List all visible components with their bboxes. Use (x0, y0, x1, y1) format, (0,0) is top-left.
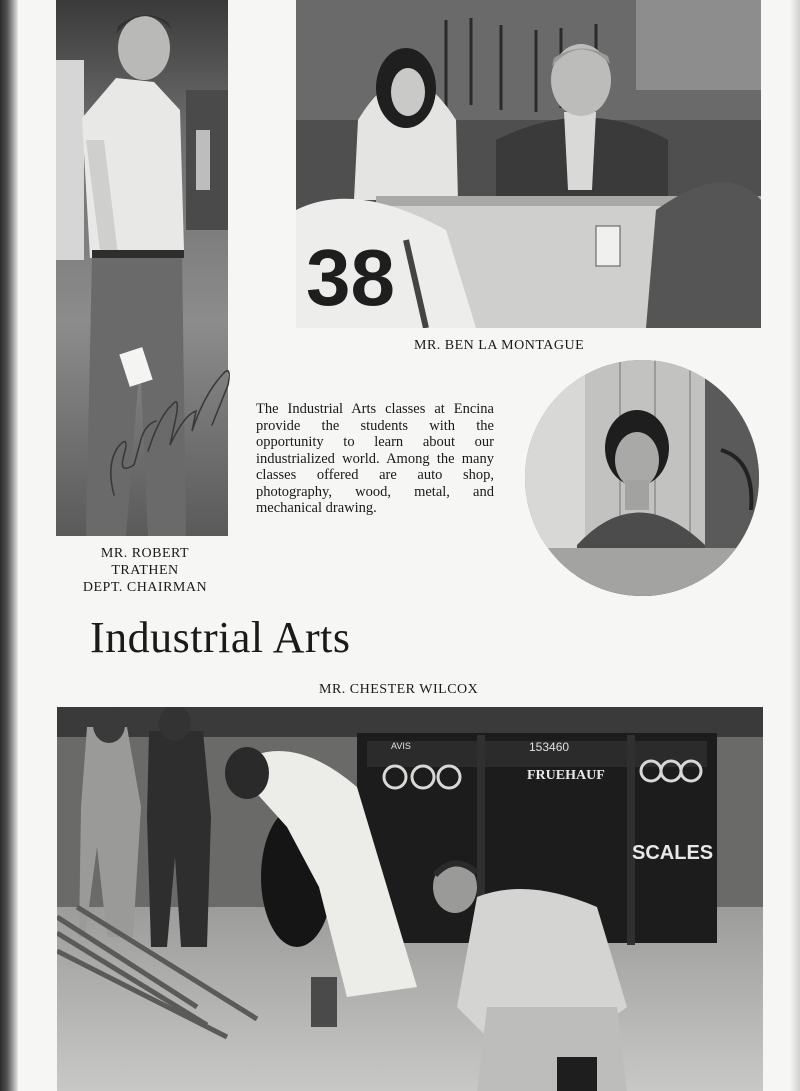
caption-robert-trathen (60, 545, 230, 596)
photo-student-portrait (525, 360, 759, 596)
jersey-number-text: 38 (306, 233, 395, 322)
article-body-text: The Industrial Arts classes at Encina provide the students with the opportunity to learn about our industrialized world. Among the many classes offered are auto shop, photography, wood, metal, and mechanical drawing. (256, 401, 494, 516)
signature-trathen (100, 355, 240, 500)
caption-trathen-line-2: TRATHEN (111, 563, 179, 578)
caption-trathen-line-1: MR. ROBERT (100, 546, 190, 561)
page-binding-edge (0, 0, 18, 1091)
photo-ben-la-montague (296, 0, 761, 328)
photo-chester-wilcox (57, 707, 763, 1091)
page-title: Industrial Arts (90, 613, 351, 662)
trailer-brand-text: FRUEHAUF (527, 768, 605, 783)
trailer-badge-text: AVIS (391, 741, 411, 751)
page-right-edge (790, 0, 800, 1091)
photo-student-graphic (525, 360, 759, 596)
trailer-sign-text: SCALES (632, 842, 714, 864)
photo-lamontague-graphic (296, 0, 761, 328)
caption-chester-wilcox: MR. CHESTER WILCOX (319, 682, 479, 697)
caption-trathen-line-3: DEPT. CHAIRMAN (82, 580, 208, 595)
caption-ben-la-montague: MR. BEN LA MONTAGUE (414, 338, 585, 353)
photo-wilcox-graphic (57, 707, 763, 1091)
trailer-number-text: 153460 (529, 740, 570, 754)
